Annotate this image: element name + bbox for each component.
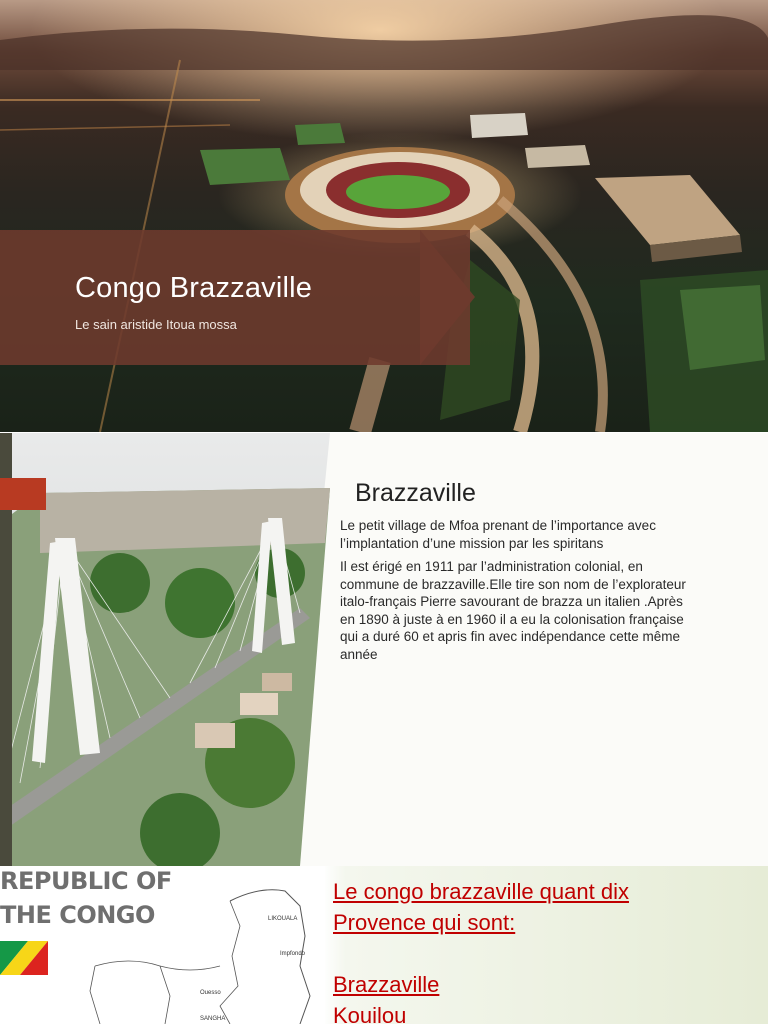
- map-label: SANGHA: [200, 1016, 226, 1022]
- provinces-heading-line2: Provence qui sont:: [333, 910, 516, 935]
- map-title-line1: REPUBLIC OF: [0, 867, 172, 895]
- slide-heading: Brazzaville: [355, 479, 476, 507]
- congo-map: [0, 866, 325, 1024]
- map-label: Ouesso: [200, 990, 221, 996]
- paragraph: Le petit village de Mfoa prenant de l’importance avec l’implantation d’une mission par les spiritans: [340, 518, 656, 551]
- slide-subtitle: Le sain aristide Itoua mossa: [75, 317, 237, 332]
- map-label: LIKOUALA: [268, 916, 298, 922]
- accent-block: [0, 478, 46, 510]
- title-slide: [0, 0, 768, 432]
- map-outline: [0, 866, 325, 1024]
- stadium-aerial-image: [0, 0, 768, 432]
- brazzaville-slide: [0, 433, 768, 866]
- paragraph: Il est érigé en 1911 par l’administration colonial, en commune de brazzaville.Elle tire son nom de l’explorateur italo-français Pierre savourant de brazza un italien .Après en 1890 à juste à en 1960 il a eu la colonisation française qui a duré 60 et apris fin avec indépendance cette même année: [340, 559, 686, 662]
- map-title-line2: THE CONGO: [0, 901, 155, 929]
- provinces-slide: [0, 866, 768, 1024]
- bridge-photo: [0, 433, 340, 866]
- slide-title: Congo Brazzaville: [75, 272, 313, 304]
- provinces-heading-line1: Le congo brazzaville quant dix: [333, 879, 629, 904]
- title-banner-arrow: [420, 230, 475, 365]
- map-label: Impfondo: [280, 951, 306, 957]
- provinces-text: [333, 876, 629, 1024]
- slide-body: [340, 517, 700, 669]
- province-item: Kouilou: [333, 1003, 407, 1024]
- province-item: Brazzaville: [333, 972, 440, 997]
